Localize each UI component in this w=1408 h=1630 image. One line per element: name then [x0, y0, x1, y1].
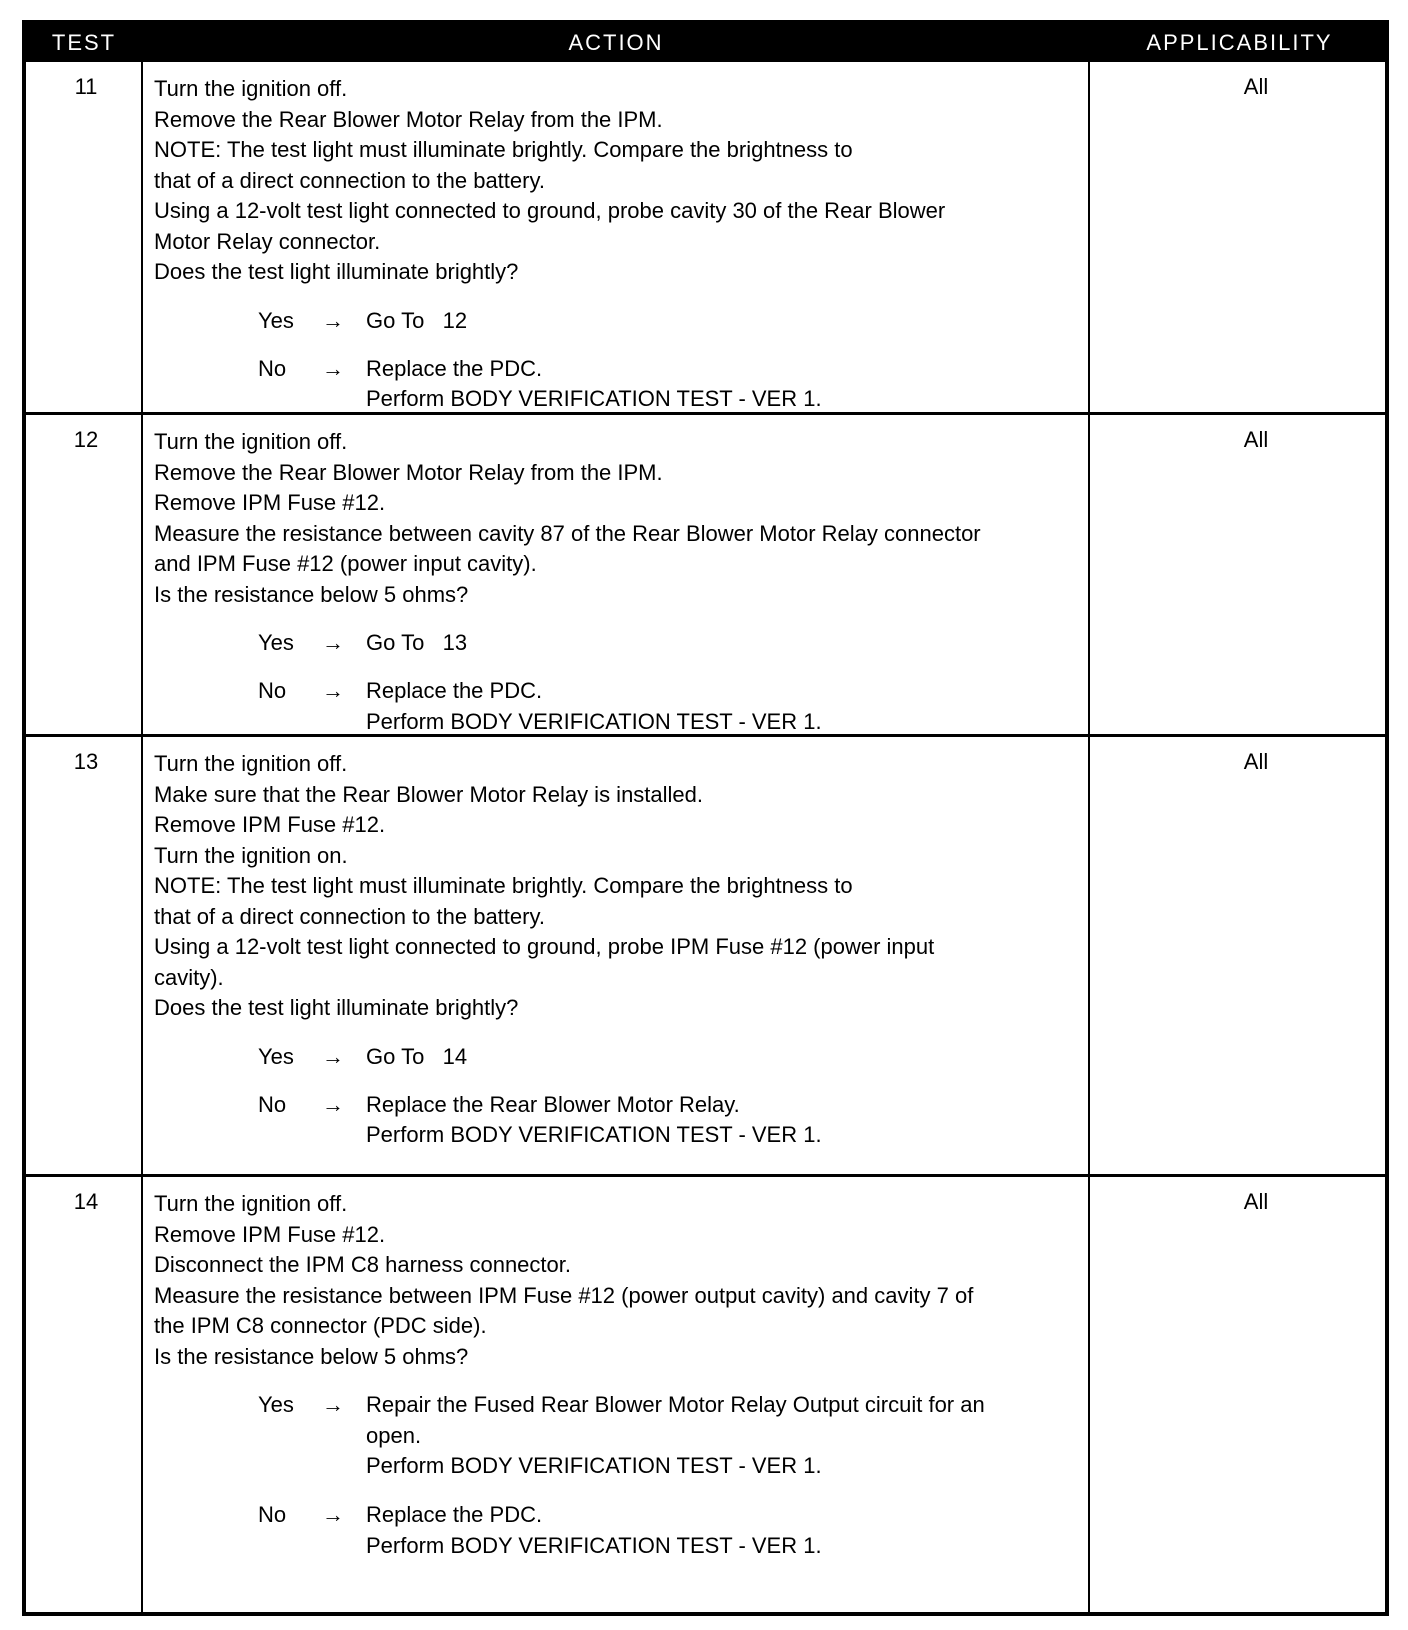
yes-result: Go To 14	[366, 1043, 468, 1069]
instruction-line: Turn the ignition on.	[154, 842, 348, 868]
no-result	[366, 676, 1096, 737]
no-response	[154, 676, 1104, 737]
yes-label: Yes	[258, 1392, 294, 1417]
table-row	[26, 734, 1385, 1174]
question-line: Is the resistance below 5 ohms?	[154, 581, 469, 607]
right-arrow-icon: →	[322, 1091, 344, 1117]
yes-response	[154, 306, 1104, 336]
instruction-line: Remove the Rear Blower Motor Relay from the IPM.	[154, 106, 663, 132]
action-cell	[154, 749, 1104, 1151]
no-response	[154, 1090, 1104, 1151]
no-label: No	[258, 355, 287, 381]
instruction-line: Using a 12-volt test light connected to ground, probe cavity 30 of the Rear Blower	[154, 198, 946, 223]
yes-result	[366, 1390, 1096, 1482]
yes-label: Yes	[258, 630, 294, 655]
instruction-line: Using a 12-volt test light connected to ground, probe IPM Fuse #12 (power input	[154, 934, 935, 959]
test-number: 14	[73, 1189, 99, 1214]
instruction-line: Turn the ignition off.	[154, 429, 348, 454]
right-arrow-icon: →	[322, 355, 344, 381]
header-action: ACTION	[568, 30, 664, 55]
table-header	[26, 24, 1385, 62]
question-line: Is the resistance below 5 ohms?	[154, 1343, 469, 1369]
instruction-line: Make sure that the Rear Blower Motor Relay is installed.	[154, 781, 704, 807]
note-line: that of a direct connection to the battery.	[154, 903, 545, 929]
instruction-line: Disconnect the IPM C8 harness connector.	[154, 1252, 571, 1277]
yes-result-line: Repair the Fused Rear Blower Motor Relay Output circuit for an	[366, 1392, 985, 1417]
header-applicability: APPLICABILITY	[1146, 30, 1333, 55]
no-label: No	[258, 1091, 287, 1117]
test-number: 13	[73, 749, 99, 774]
right-arrow-icon: →	[322, 1392, 344, 1417]
no-result-line: Perform BODY VERIFICATION TEST - VER 1.	[366, 708, 822, 734]
applicability-cell: All	[1243, 749, 1269, 774]
table-row	[26, 1174, 1385, 1614]
yes-result-line: Perform BODY VERIFICATION TEST - VER 1.	[366, 1453, 822, 1478]
note-line: NOTE: The test light must illuminate brightly. Compare the brightness to	[154, 137, 853, 162]
no-result-line: Perform BODY VERIFICATION TEST - VER 1.	[366, 386, 822, 411]
instruction-line: Turn the ignition off.	[154, 76, 348, 101]
instruction-line: and IPM Fuse #12 (power input cavity).	[154, 551, 537, 576]
no-result-line: Perform BODY VERIFICATION TEST - VER 1.	[366, 1122, 822, 1147]
action-cell	[154, 74, 1104, 415]
table-row	[26, 62, 1385, 412]
test-number: 12	[73, 427, 99, 452]
no-result	[366, 1090, 1096, 1151]
yes-response	[154, 1042, 1104, 1072]
instruction-line: Measure the resistance between IPM Fuse #12 (power output cavity) and cavity 7 of	[154, 1282, 974, 1308]
no-result	[366, 354, 1096, 415]
instruction-line: Remove IPM Fuse #12.	[154, 812, 386, 837]
test-number: 11	[74, 74, 98, 99]
instruction-line: Turn the ignition off.	[154, 751, 348, 776]
yes-response	[154, 1390, 1104, 1482]
yes-label: Yes	[258, 1043, 294, 1069]
no-response	[154, 1500, 1104, 1561]
no-label: No	[258, 678, 287, 703]
question-line: Does the test light illuminate brightly?	[154, 259, 519, 284]
note-line: that of a direct connection to the battery.	[154, 167, 545, 193]
no-result-line: Replace the PDC.	[366, 1502, 543, 1527]
right-arrow-icon: →	[322, 1502, 344, 1527]
instruction-line: Remove IPM Fuse #12.	[154, 1221, 386, 1247]
yes-label: Yes	[258, 307, 294, 333]
right-arrow-icon: →	[322, 1043, 344, 1069]
action-cell	[154, 427, 1104, 737]
right-arrow-icon: →	[322, 307, 344, 333]
no-result	[366, 1500, 1096, 1561]
instruction-line: Remove IPM Fuse #12.	[154, 490, 386, 515]
yes-result: Go To 13	[366, 630, 468, 655]
applicability-cell: All	[1243, 74, 1269, 99]
instruction-line: Remove the Rear Blower Motor Relay from the IPM.	[154, 459, 663, 485]
instruction-line: Motor Relay connector.	[154, 228, 381, 254]
table-row	[26, 412, 1385, 734]
instruction-line: cavity).	[154, 964, 224, 990]
yes-response	[154, 628, 1104, 658]
question-line: Does the test light illuminate brightly?	[154, 995, 519, 1020]
action-cell	[154, 1189, 1104, 1561]
no-label: No	[258, 1502, 287, 1527]
no-result-line: Replace the PDC.	[366, 678, 543, 703]
instruction-line: Turn the ignition off.	[154, 1191, 348, 1216]
no-response	[154, 354, 1104, 415]
right-arrow-icon: →	[322, 630, 344, 655]
note-line: NOTE: The test light must illuminate brightly. Compare the brightness to	[154, 873, 853, 898]
no-result-line: Perform BODY VERIFICATION TEST - VER 1.	[366, 1532, 822, 1558]
no-result-line: Replace the Rear Blower Motor Relay.	[366, 1091, 740, 1117]
no-result-line: Replace the PDC.	[366, 355, 543, 381]
applicability-cell: All	[1243, 427, 1269, 452]
applicability-cell: All	[1243, 1189, 1269, 1214]
instruction-line: the IPM C8 connector (PDC side).	[154, 1313, 487, 1338]
yes-result: Go To 12	[366, 307, 468, 333]
header-test: TEST	[51, 30, 117, 55]
diagnostic-table	[22, 20, 1389, 1616]
instruction-line: Measure the resistance between cavity 87 of the Rear Blower Motor Relay connector	[154, 520, 981, 546]
right-arrow-icon: →	[322, 678, 344, 703]
yes-result-line: open.	[366, 1422, 422, 1448]
